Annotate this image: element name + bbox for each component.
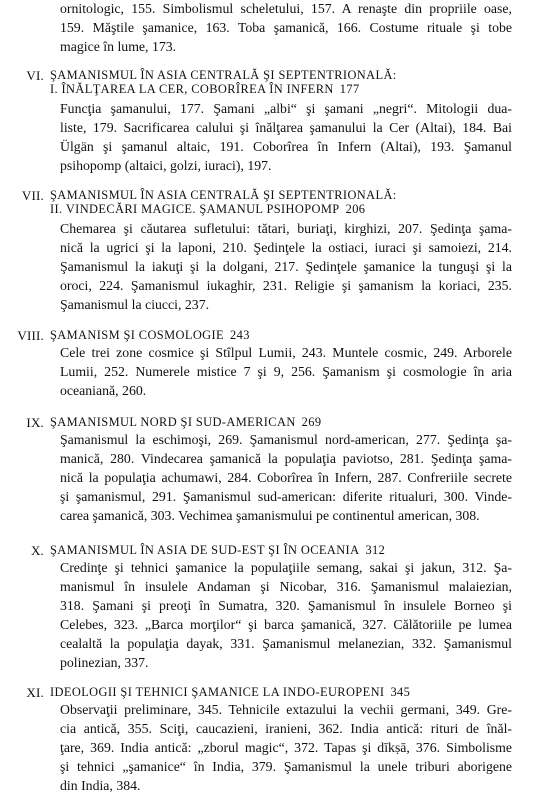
chapter-x bbox=[0, 543, 533, 672]
chapter-title bbox=[50, 188, 520, 216]
body-line: Observaţii preliminare, 345. Tehnicile extazului la vechii germani, 349. Gre- bbox=[60, 702, 512, 717]
previous-chapter-continuation bbox=[60, 0, 512, 56]
chapter-title bbox=[50, 543, 520, 557]
body-line: manismul în insulele Andaman şi Nicobar, 316. Şamanismul malaiezian, bbox=[60, 579, 512, 594]
chapter-viii bbox=[0, 328, 533, 400]
chapter-page-number: 269 bbox=[301, 415, 322, 429]
body-line: Şamanismul la eschimoşi, 269. Şamanismul nord-american, 277. Şedinţa şa- bbox=[60, 432, 512, 447]
body-line: magice în lume, 173. bbox=[60, 39, 177, 54]
chapter-title-text: ŞAMANISM ŞI COSMOLOGIE bbox=[50, 328, 225, 342]
body-line: şi tehnici „şamanice“ în India, 379. Şamanismul la unele triburi aborigene bbox=[60, 759, 512, 774]
chapter-title bbox=[50, 68, 520, 96]
body-line: 318. Şamani şi preoţi în Sumatra, 320. Şamanismul în insulele Borneo şi bbox=[60, 598, 512, 613]
chapter-title-line: ŞAMANISMUL ÎN ASIA CENTRALĂ ŞI SEPTENTRIONALĂ: bbox=[50, 188, 397, 202]
chapter-contents bbox=[60, 558, 512, 672]
chapter-number: IX. bbox=[26, 415, 44, 430]
chapter-contents bbox=[60, 430, 512, 525]
chapter-title-line bbox=[50, 543, 520, 557]
chapter-title-text: II. VINDECĂRI MAGICE. ŞAMANUL PSIHOPOMP bbox=[50, 202, 340, 216]
chapter-title bbox=[50, 685, 520, 699]
body-line: cia antică, 355. Sciţi, caucazieni, iranieni, 362. India antică: rituri de înăl- bbox=[60, 721, 512, 736]
chapter-page-number: 312 bbox=[365, 543, 386, 557]
chapter-xi bbox=[0, 685, 533, 795]
body-line: 159. Măştile şamanice, 163. Toba şamanică, 166. Costume rituale şi tobe bbox=[60, 20, 512, 35]
body-line: oroci, 224. Şamanismul iukaghir, 231. Religie şi şamanism la koriaci, 235. bbox=[60, 278, 512, 293]
body-line: Credinţe şi tehnici şamanice la populaţiile semang, sakai şi jakun, 312. Şa- bbox=[60, 560, 512, 575]
chapter-title-line bbox=[50, 202, 520, 216]
chapter-title-text: I. ÎNĂLŢAREA LA CER, COBORÎREA ÎN INFERN bbox=[50, 82, 334, 96]
body-line: ornitologic, 155. Simbolismul scheletului, 157. A renaşte din propriile oase, bbox=[60, 1, 512, 16]
body-line: psihopomp (altaici, golzi, iuraci), 197. bbox=[60, 158, 272, 173]
body-line: Ülgän şi şamanul altaic, 191. Coborîrea în Infern (Altai), 193. Şamanul bbox=[60, 139, 512, 154]
body-line: cealaltă la populaţia dayak, 331. Şamanismul melanezian, 332. Şamanismul bbox=[60, 636, 512, 651]
chapter-number: X. bbox=[30, 543, 44, 558]
chapter-page-number: 206 bbox=[345, 202, 366, 216]
body-line: nică la populaţia achumawi, 284. Coborîrea în Infern, 287. Confreriile secrete bbox=[60, 470, 512, 485]
chapter-title-text: IDEOLOGII ŞI TEHNICI ŞAMANICE LA INDO-EUROPENI bbox=[50, 685, 385, 699]
chapter-contents bbox=[60, 99, 512, 175]
chapter-number: XI. bbox=[26, 685, 44, 700]
chapter-contents bbox=[60, 343, 512, 400]
chapter-title-text: ŞAMANISMUL NORD ŞI SUD-AMERICAN bbox=[50, 415, 296, 429]
body-line: polinezian, 337. bbox=[60, 655, 149, 670]
chapter-title-line bbox=[50, 685, 520, 699]
body-line: Şamanismul la ciucci, 237. bbox=[60, 297, 210, 312]
chapter-title bbox=[50, 415, 520, 429]
chapter-page-number: 177 bbox=[339, 82, 360, 96]
chapter-number: VII. bbox=[21, 188, 44, 203]
chapter-contents bbox=[60, 219, 512, 314]
chapter-contents bbox=[60, 700, 512, 795]
body-line: manică, 280. Vindecarea şamanică la populaţia paviotso, 281. Şedinţa şama- bbox=[60, 451, 512, 466]
chapter-title-line bbox=[50, 415, 520, 429]
chapter-page-number: 345 bbox=[390, 685, 411, 699]
body-line: Lumii, 252. Numerele mistice 7 şi 9, 256. Şamanism şi cosmologie în aria bbox=[60, 364, 512, 379]
body-line: Celebes, 323. „Barca morţilor“ şi barca şamanică, 327. Călătoriile pe lumea bbox=[60, 617, 512, 632]
body-line: din India, 384. bbox=[60, 778, 141, 793]
chapter-title-text: ŞAMANISMUL ÎN ASIA DE SUD-EST ŞI ÎN OCEANIA bbox=[50, 543, 360, 557]
chapter-title-line bbox=[50, 328, 520, 342]
chapter-vii bbox=[0, 188, 533, 314]
chapter-number: VI. bbox=[26, 68, 44, 83]
body-line: Chemarea şi căutarea sufletului: tătari, buriaţi, kirghizi, 207. Şedinţa şama- bbox=[60, 221, 512, 236]
chapter-ix bbox=[0, 415, 533, 525]
body-line: Şamanismul la iakuţi şi la dolgani, 217. Şedinţele şamanice la tunguşi şi la bbox=[60, 259, 512, 274]
body-line: liste, 179. Sacrificarea calului şi înălţarea şamanului la Cer (Altai), 184. Bai bbox=[60, 120, 512, 135]
chapter-number: VIII. bbox=[17, 328, 44, 343]
chapter-title-line: ŞAMANISMUL ÎN ASIA CENTRALĂ ŞI SEPTENTRIONALĂ: bbox=[50, 68, 397, 82]
chapter-vi bbox=[0, 68, 533, 175]
body-line: Funcţia şamanului, 177. Şamani „albi“ şi şamani „negri“. Mitologii dua- bbox=[60, 101, 512, 116]
body-line: oceaniană, 260. bbox=[60, 383, 147, 398]
body-line: Cele trei zone cosmice şi Stîlpul Lumii, 243. Muntele cosmic, 249. Arborele bbox=[60, 345, 512, 360]
body-line: nică la ugrici şi la laponi, 210. Şedinţele la ostiaci, iuraci şi samoiezi, 214. bbox=[60, 240, 512, 255]
body-line: ţare, 369. India antică: „zborul magic“, 372. Tapas şi dīkṣā, 376. Simbolisme bbox=[60, 740, 512, 755]
chapter-title-line bbox=[50, 82, 520, 96]
chapter-title bbox=[50, 328, 520, 342]
body-line: carea şamanică, 303. Vechimea şamanismului pe continentul american, 308. bbox=[60, 508, 480, 523]
chapter-page-number: 243 bbox=[230, 328, 250, 342]
body-line: şi şamanismul, 291. Şamanismul sud-american: diferite ritualuri, 300. Vinde- bbox=[60, 489, 512, 504]
